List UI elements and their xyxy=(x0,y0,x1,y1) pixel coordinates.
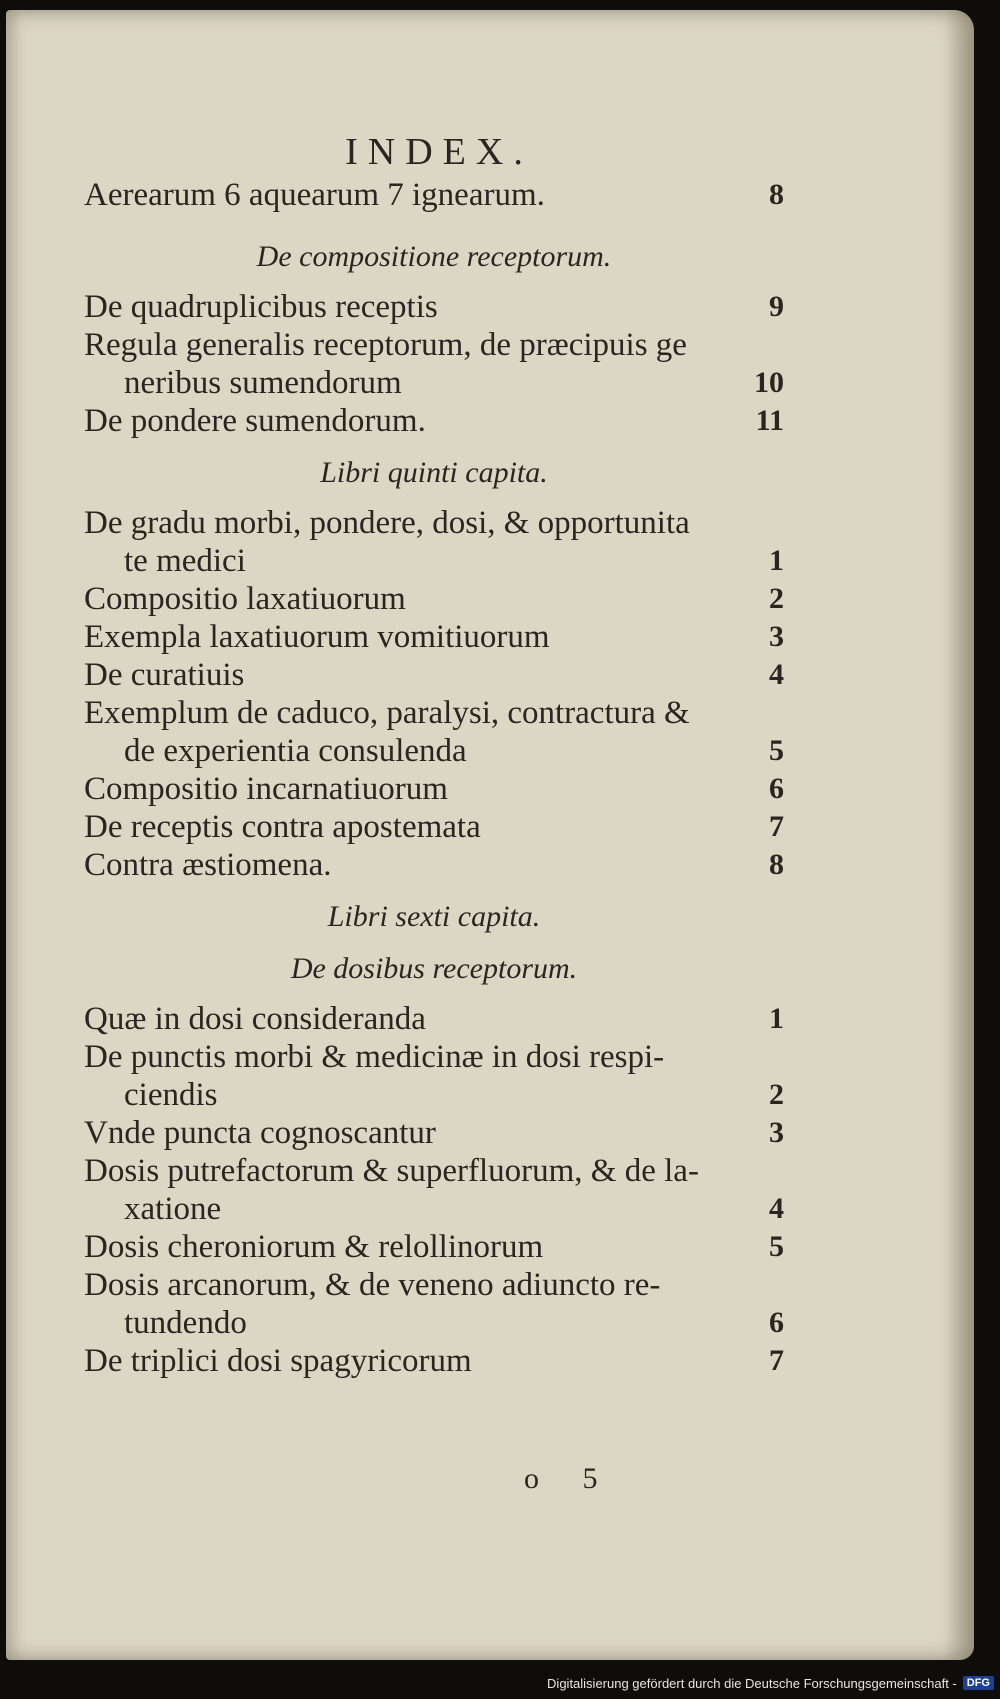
signature-mark: o 5 xyxy=(524,1462,616,1495)
entry-line xyxy=(84,326,784,364)
index-entry xyxy=(84,1266,784,1342)
entry-line xyxy=(84,618,784,656)
entry-title: de experientia consulenda xyxy=(124,733,467,769)
page-edge-shadow xyxy=(944,10,974,1660)
entry-number: 5 xyxy=(769,1230,784,1263)
entry-title: Regula generalis receptorum, de præcipuis ge xyxy=(84,327,687,363)
index-entry xyxy=(84,326,784,402)
section-heading: De compositione receptorum. xyxy=(256,240,612,273)
entry-number: 3 xyxy=(769,620,784,653)
entry-title: Vnde puncta cognoscantur xyxy=(84,1115,436,1151)
entry-title: tundendo xyxy=(124,1305,247,1341)
book-page xyxy=(6,10,974,1660)
footer-text: Digitalisierung gefördert durch die Deutsche Forschungsgemeinschaft - xyxy=(547,1675,957,1691)
index-entry xyxy=(84,1152,784,1228)
entry-number: 8 xyxy=(769,178,784,211)
entry-title: De punctis morbi & medicinæ in dosi respi- xyxy=(84,1039,665,1075)
entry-line xyxy=(84,1114,784,1152)
entry-number: 3 xyxy=(769,1116,784,1149)
entry-line xyxy=(84,770,784,808)
entry-number: 6 xyxy=(769,1306,784,1339)
index-text xyxy=(84,128,784,1380)
entry-line xyxy=(84,288,784,326)
page-header: INDEX. xyxy=(345,131,533,173)
index-entry xyxy=(84,656,784,694)
entry-number: 7 xyxy=(769,1344,784,1377)
entry-number: 6 xyxy=(769,772,784,805)
entry-number: 1 xyxy=(769,544,784,577)
entry-line xyxy=(84,1228,784,1266)
section-subheading: De dosibus receptorum. xyxy=(290,952,578,985)
entry-title: De quadruplicibus receptis xyxy=(84,289,438,325)
index-entry xyxy=(84,402,784,440)
entry-number: 5 xyxy=(769,734,784,767)
index-entry xyxy=(84,846,784,884)
entry-number: 7 xyxy=(769,810,784,843)
index-entry xyxy=(84,504,784,580)
entry-title: ciendis xyxy=(124,1077,218,1113)
index-entry xyxy=(84,694,784,770)
index-entry xyxy=(84,1228,784,1266)
entry-line xyxy=(84,580,784,618)
entry-title: Exempla laxatiuorum vomitiuorum xyxy=(84,619,550,655)
entry-line xyxy=(84,1152,784,1190)
entry-number: 9 xyxy=(769,290,784,323)
index-content xyxy=(84,176,784,1380)
index-entry xyxy=(84,580,784,618)
entry-number: 4 xyxy=(769,658,784,691)
entry-title: Dosis putrefactorum & superfluorum, & de la- xyxy=(84,1153,699,1189)
entry-title: te medici xyxy=(124,543,246,579)
entry-line xyxy=(84,1342,784,1380)
entry-line xyxy=(84,1038,784,1076)
entry-number: 4 xyxy=(769,1192,784,1225)
entry-title: Contra æstiomena. xyxy=(84,847,332,883)
entry-number: 10 xyxy=(754,366,784,399)
index-entry xyxy=(84,1342,784,1380)
entry-title: Dosis arcanorum, & de veneno adiuncto re- xyxy=(84,1267,661,1303)
entry-number: 2 xyxy=(769,1078,784,1111)
entry-line xyxy=(84,1000,784,1038)
dfg-logo: DFG xyxy=(963,1676,994,1690)
entry-title: Compositio laxatiuorum xyxy=(84,581,406,617)
entry-line xyxy=(84,1076,784,1114)
index-entry xyxy=(84,770,784,808)
index-entry xyxy=(84,1000,784,1038)
section-heading: Libri sexti capita. xyxy=(327,900,541,933)
entry-line xyxy=(84,1266,784,1304)
entry-line xyxy=(84,1304,784,1342)
entry-line xyxy=(84,846,784,884)
index-entry xyxy=(84,808,784,846)
entry-title: neribus sumendorum xyxy=(124,365,402,401)
entry-number: 11 xyxy=(755,404,784,437)
entry-line xyxy=(84,1190,784,1228)
entry-line xyxy=(84,504,784,542)
entry-title: De pondere sumendorum. xyxy=(84,403,426,439)
digitization-footer xyxy=(547,1673,994,1693)
entry-title: De curatiuis xyxy=(84,657,245,693)
index-entry xyxy=(84,618,784,656)
entry-line xyxy=(84,402,784,440)
entry-title: Compositio incarnatiuorum xyxy=(84,771,448,807)
entry-number: 2 xyxy=(769,582,784,615)
entry-title: Quæ in dosi consideranda xyxy=(84,1001,426,1037)
entry-title: De triplici dosi spagyricorum xyxy=(84,1343,472,1379)
entry-title: xatione xyxy=(124,1191,222,1227)
entry-line xyxy=(84,694,784,732)
entry-line xyxy=(84,542,784,580)
index-entry xyxy=(84,1114,784,1152)
entry-title: De receptis contra apostemata xyxy=(84,809,481,845)
section-heading: Libri quinti capita. xyxy=(320,456,548,489)
entry-line xyxy=(84,176,784,214)
entry-title: Exemplum de caduco, paralysi, contractura & xyxy=(84,695,690,731)
entry-title: Dosis cheroniorum & relollinorum xyxy=(84,1229,544,1265)
index-entry xyxy=(84,176,784,214)
entry-line xyxy=(84,656,784,694)
entry-title: Aerearum 6 aquearum 7 ignearum. xyxy=(84,177,545,213)
entry-line xyxy=(84,364,784,402)
entry-number: 8 xyxy=(769,848,784,881)
entry-number: 1 xyxy=(769,1002,784,1035)
entry-line xyxy=(84,808,784,846)
index-entry xyxy=(84,288,784,326)
entry-title: De gradu morbi, pondere, dosi, & opportunita xyxy=(84,505,690,541)
index-entry xyxy=(84,1038,784,1114)
entry-line xyxy=(84,732,784,770)
